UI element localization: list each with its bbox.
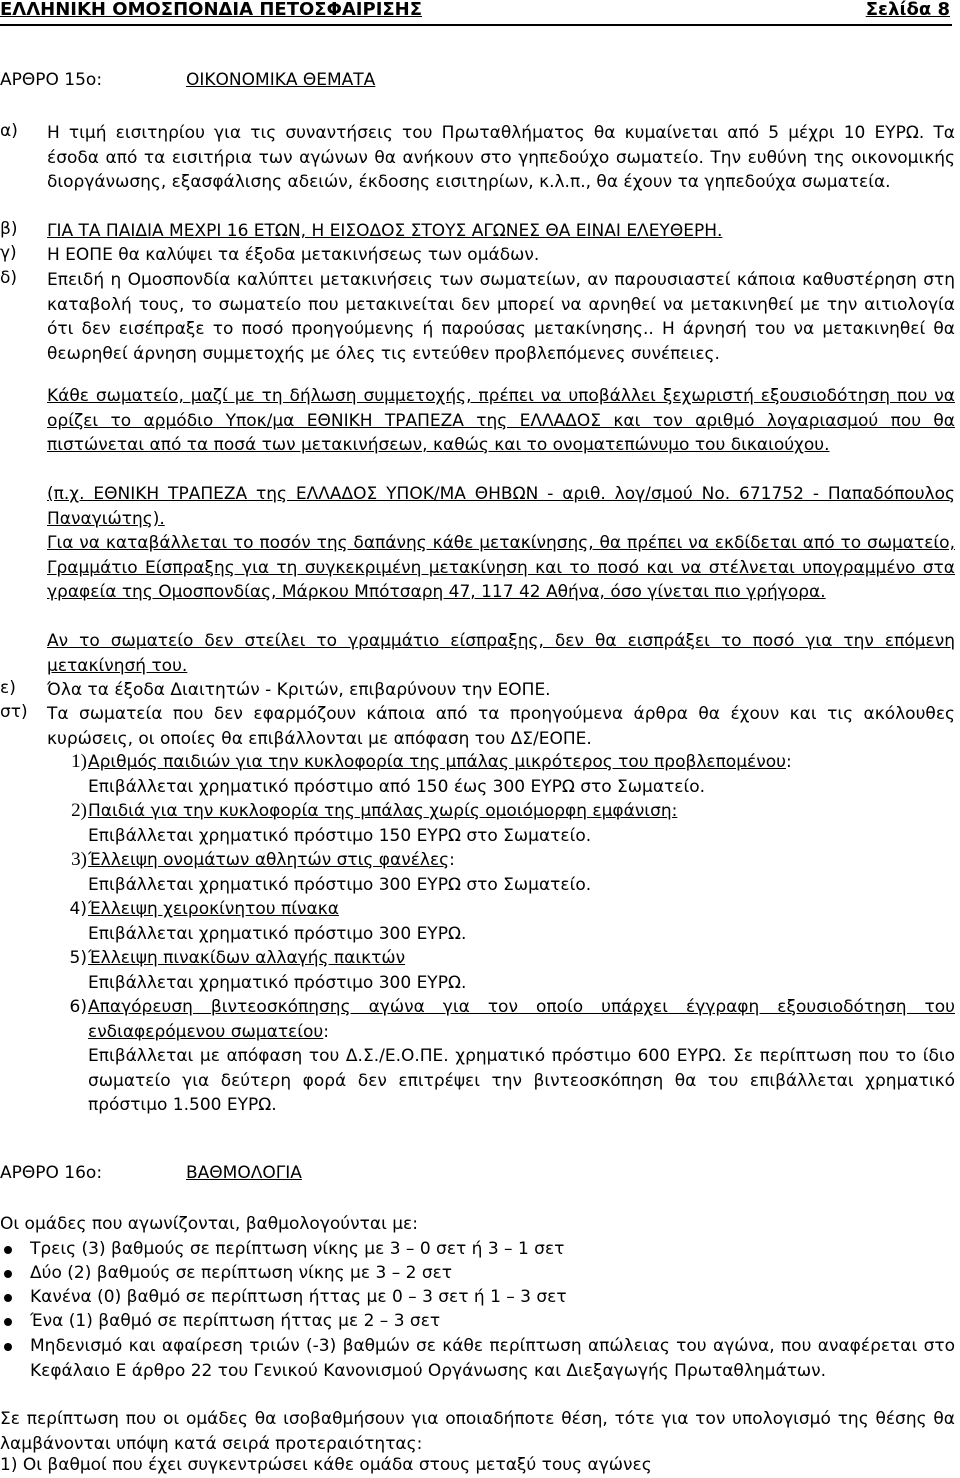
clause-st bbox=[0, 702, 955, 751]
clause-d bbox=[0, 268, 955, 366]
clause-text: ΓΙΑ ΤΑ ΠΑΙΔΙΑ ΜΕΧΡΙ 16 ΕΤΩΝ, Η ΕΙΣΟΔΟΣ ΣΤΟΥΣ ΑΓΩΝΕΣ ΘΑ ΕΙΝΑΙ ΕΛΕΥΘΕΡΗ. bbox=[47, 221, 723, 241]
page-header bbox=[0, 0, 952, 26]
penalty-text: Επιβάλλεται χρηματικό πρόστιμο 300 ΕΥΡΩ. bbox=[88, 972, 467, 993]
clause-text: Τα σωματεία που δεν εφαρμόζουν κάποια από τα προηγούμενα άρθρα θα έχουν και τις ακόλουθες κυρώσεις, οι οποίες θα επιβάλλονται με απόφαση του ΔΣ/ΕΟΠΕ. bbox=[47, 704, 955, 749]
clause-marker: β) bbox=[0, 219, 18, 239]
penalty-text: Επιβάλλεται με απόφαση του Δ.Σ./Ε.Ο.ΠΕ. χρηματικό πρόστιμο 600 ΕΥΡΩ. Σε περίπτωση που το ίδιο σωματείο για δεύτερη φορά δεν επιτρέψει την βιντεοσκόπηση θα του επιβάλλεται χρηματικό πρόστιμο 1.500 ΕΥΡΩ. bbox=[88, 1046, 955, 1115]
article-title: ΒΑΘΜΟΛΟΓΙΑ bbox=[186, 1163, 302, 1183]
clause-marker: α) bbox=[0, 121, 18, 141]
article-label: ΑΡΘΡΟ 15ο: bbox=[0, 70, 103, 90]
scoring-intro: Οι ομάδες που αγωνίζονται, βαθμολογούνται με: bbox=[0, 1214, 418, 1234]
penalty-number: 4) bbox=[69, 899, 87, 919]
clause-e bbox=[0, 678, 955, 703]
penalty-number: 3) bbox=[71, 849, 87, 870]
clause-d-receipt: Για να καταβάλλεται το ποσόν της δαπάνης κάθε μετακίνησης, θα πρέπει να εκδίδεται από το σωματείο, Γραμμάτιο Είσπραξης για τη συγκεκριμένη μετακίνηση και το ποσό και να στέλνεται υπογραμμένο στα γραφεία της Ομοσπονδίας, Μάρκου Μπότσαρη 47, 117 42 Αθήνα, όσο γίνεται πιο γρήγορα. bbox=[47, 533, 955, 602]
clause-text: Η τιμή εισιτηρίου για τις συναντήσεις του Πρωταθλήματος θα κυμαίνεται από 5 μέχρι 10 ΕΥΡΩ. Τα έσοδα από τα εισιτήρια των αγώνων θα ανήκουν στο γηπεδούχο σωματείο. Την ευθύνη της οικονομικής διοργάνωσης, εξασφάλισης αδειών, έκδοσης εισιτηρίων, κ.λ.π., θα έχουν τα γηπεδούχα σωματεία. bbox=[47, 123, 955, 192]
penalty-text: Επιβάλλεται χρηματικό πρόστιμο 300 ΕΥΡΩ. bbox=[88, 923, 467, 944]
clause-marker: γ) bbox=[0, 243, 17, 263]
clause-d-noreceipt: Αν το σωματείο δεν στείλει το γραμμάτιο είσπραξης, δεν θα εισπράξει το ποσό για την επόμενη μετακίνησή του. bbox=[47, 631, 955, 676]
penalty-title: Αριθμός παιδιών για την κυκλοφορία της μπάλας μικρότερος του προβλεπομένου bbox=[88, 752, 786, 772]
penalty-title: Έλλειψη πινακίδων αλλαγής παικτών bbox=[88, 948, 406, 968]
scoring-bullet: Κανένα (0) βαθμό σε περίπτωση ήττας με 0 – 3 σετ ή 1 – 3 σετ bbox=[0, 1285, 955, 1310]
penalty-title: Απαγόρευση βιντεοσκόπησης αγώνα για τον οποίο υπάρχει έγγραφη εξουσιοδότηση του ενδιαφερόμενου σωματείου bbox=[88, 997, 955, 1042]
clause-marker: στ) bbox=[0, 702, 28, 722]
federation-title: ΕΛΛΗΝΙΚΗ ΟΜΟΣΠΟΝΔΙΑ ΠΕΤΟΣΦΑΙΡΙΣΗΣ bbox=[0, 0, 423, 20]
penalty-title: Παιδιά για την κυκλοφορία της μπάλας χωρίς ομοιόμορφη εμφάνιση: bbox=[88, 801, 678, 821]
penalty-text: Επιβάλλεται χρηματικό πρόστιμο 150 ΕΥΡΩ στο Σωματείο. bbox=[88, 825, 592, 846]
clause-marker: ε) bbox=[0, 678, 16, 698]
tie-break-intro: Σε περίπτωση που οι ομάδες θα ισοβαθμήσουν για οποιαδήποτε θέση, τότε για τον υπολογισμό της θέσης θα λαμβάνονται υπόψη κατά σειρά προτεραιότητας: bbox=[0, 1409, 955, 1454]
penalty-title: Έλλειψη ονομάτων αθλητών στις φανέλες bbox=[88, 850, 450, 870]
clause-text: Επειδή η Ομοσπονδία καλύπτει μετακινήσεις των σωματείων, αν παρουσιαστεί κάποια καθυστέρηση στη καταβολή τους, το σωματείο που μετακινείται δεν μπορεί να αρνηθεί να μετακινηθεί με την αιτιολογία ότι δεν εισέπραξε το ποσό προηγούμενης ή παρούσας μετακίνησης.. Η άρνησή του να μετακινηθεί θα θεωρηθεί άρνηση συμμετοχής με όλες τις εντεύθεν προβλεπόμενες συνέπειες. bbox=[47, 270, 955, 364]
penalty-item bbox=[47, 897, 955, 946]
clause-text: Όλα τα έξοδα Διαιτητών - Κριτών, επιβαρύνουν την ΕΟΠΕ. bbox=[47, 680, 551, 700]
scoring-bullet: Μηδενισμό και αφαίρεση τριών (-3) βαθμών σε κάθε περίπτωση απώλειας του αγώνα, που αναφέρεται στο Κεφάλαιο Ε άρθρο 22 του Γενικού Κανονισμού Οργάνωσης και Διεξαγωγής Πρωταθλημάτων. bbox=[0, 1334, 955, 1383]
bullet-icon bbox=[4, 1343, 12, 1351]
penalty-item: 6) Απαγόρευση βιντεοσκόπησης αγώνα για τον οποίο υπάρχει έγγραφη εξουσιοδότηση του ενδιαφερόμενου σωματείου: Επιβάλλεται με απόφαση του Δ.Σ./Ε.Ο.ΠΕ. χρηματικό πρόστιμο 600 ΕΥΡΩ. Σε περίπτωση που το ίδιο σωματείο για δεύτερη φορά δεν επιτρέψει την βιντεοσκόπηση θα του επιβάλλεται χρηματικό πρόστιμο 1.500 ΕΥΡΩ. bbox=[47, 995, 955, 1118]
page-number: Σελίδα 8 bbox=[865, 0, 950, 20]
bullet-icon bbox=[4, 1246, 12, 1254]
penalty-item bbox=[47, 799, 955, 848]
scoring-bullet: Ένα (1) βαθμό σε περίπτωση ήττας με 2 – 3 σετ bbox=[0, 1309, 955, 1334]
penalty-number: 2) bbox=[71, 800, 87, 821]
clause-text: Η ΕΟΠΕ θα καλύψει τα έξοδα μετακινήσεως των ομάδων. bbox=[47, 245, 540, 265]
scoring-bullet: Δύο (2) βαθμούς σε περίπτωση νίκης με 3 – 2 σετ bbox=[0, 1261, 955, 1286]
penalty-text: Επιβάλλεται χρηματικό πρόστιμο 300 ΕΥΡΩ στο Σωματείο. bbox=[88, 874, 592, 895]
clause-marker: δ) bbox=[0, 268, 18, 288]
article-label: ΑΡΘΡΟ 16ο: bbox=[0, 1163, 103, 1183]
penalty-number: 1) bbox=[71, 751, 87, 772]
clause-d-example: (π.χ. ΕΘΝΙΚΗ ΤΡΑΠΕΖΑ της ΕΛΛΑΔΟΣ ΥΠΟΚ/ΜΑ ΘΗΒΩΝ - αριθ. λογ/σμού Νο. 671752 - Παπαδόπουλος Παναγιώτης). bbox=[47, 484, 955, 529]
penalty-number: 6) bbox=[69, 997, 87, 1017]
bullet-icon bbox=[4, 1294, 12, 1302]
bullet-icon bbox=[4, 1270, 12, 1278]
clause-d-authorization: Κάθε σωματείο, μαζί με τη δήλωση συμμετοχής, πρέπει να υποβάλλει ξεχωριστή εξουσιοδότηση που να ορίζει το αρμόδιο Υποκ/μα ΕΘΝΙΚΗ ΤΡΑΠΕΖΑ της ΕΛΛΑΔΟΣ και τον αριθμό λογαριασμού που θα πιστώνεται από τα ποσά των μετακινήσεων, καθώς και το ονοματεπώνυμο του δικαιούχου. bbox=[47, 386, 955, 455]
clause-a bbox=[0, 121, 955, 195]
bullet-icon bbox=[4, 1318, 12, 1326]
penalty-number: 5) bbox=[69, 948, 87, 968]
clause-b bbox=[0, 219, 955, 244]
penalty-title: Έλλειψη χειροκίνητου πίνακα bbox=[88, 899, 339, 919]
penalty-item: 3) Έλλειψη ονομάτων αθλητών στις φανέλες: Επιβάλλεται χρηματικό πρόστιμο 300 ΕΥΡΩ στο Σωματείο. bbox=[47, 848, 955, 897]
clause-c bbox=[0, 243, 955, 268]
scoring-bullet: Τρεις (3) βαθμούς σε περίπτωση νίκης με 3 – 0 σετ ή 3 – 1 σετ bbox=[0, 1237, 955, 1262]
penalty-text: Επιβάλλεται χρηματικό πρόστιμο από 150 έως 300 ΕΥΡΩ στο Σωματείο. bbox=[88, 776, 706, 797]
penalty-item: 1) Αριθμός παιδιών για την κυκλοφορία της μπάλας μικρότερος του προβλεπομένου: Επιβάλλεται χρηματικό πρόστιμο από 150 έως 300 ΕΥΡΩ στο Σωματείο. bbox=[47, 750, 955, 799]
article-title: ΟΙΚΟΝΟΜΙΚΑ ΘΕΜΑΤΑ bbox=[186, 70, 376, 90]
penalty-item bbox=[47, 946, 955, 995]
tie-break-rule-1: 1) Οι βαθμοί που έχει συγκεντρώσει κάθε ομάδα στους μεταξύ τους αγώνες bbox=[0, 1455, 652, 1475]
